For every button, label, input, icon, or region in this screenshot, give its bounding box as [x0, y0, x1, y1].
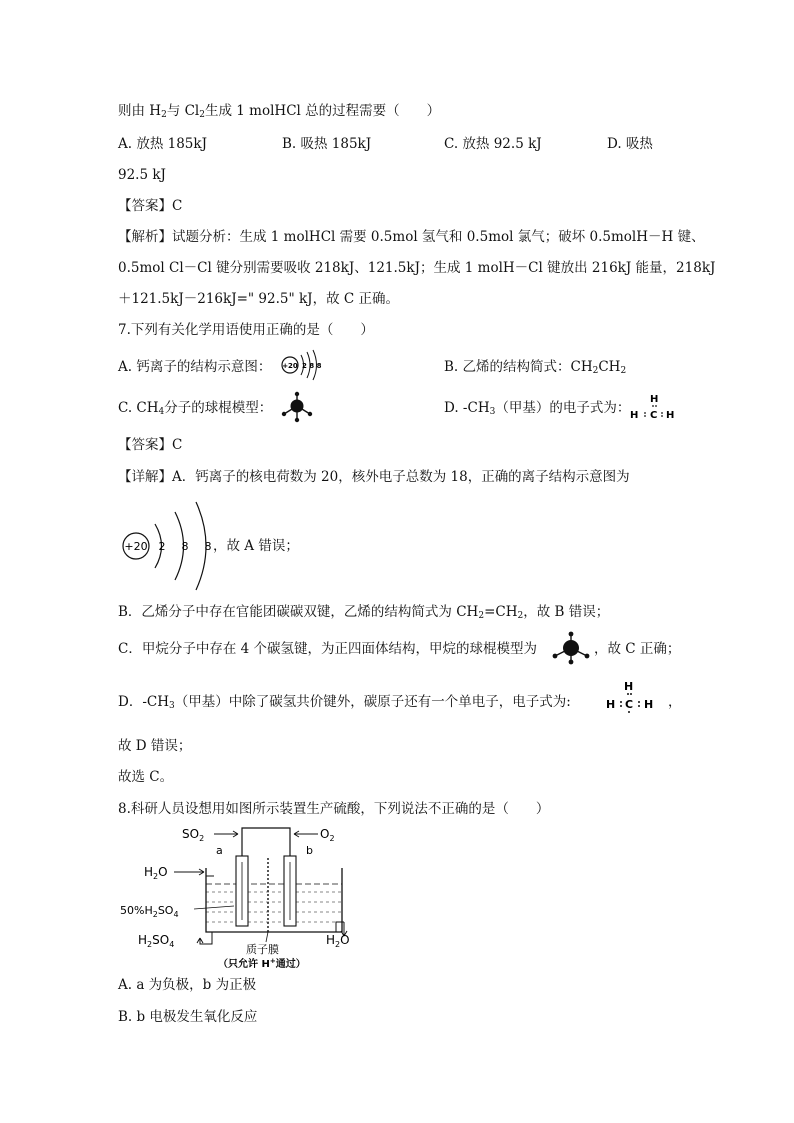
q7-option-b[interactable]: B. 乙烯的结构简式：$CH_2CH_2$	[444, 359, 627, 376]
q7-stem: 7.下列有关化学用语使用正确的是（ ）	[118, 322, 374, 338]
svg-text:H: H	[630, 410, 639, 421]
container	[206, 868, 342, 932]
electrode-a-label: a	[216, 844, 223, 857]
q7-detail-b: B．乙烯分子中存在官能团碳碳双键，乙烯的结构简式为 $CH_2=CH_2$，故 B 错误；	[118, 604, 610, 621]
proton-membrane-note: （只允许 H+通过）	[218, 957, 306, 970]
methyl-electron-formula	[604, 678, 662, 716]
nucleus-label: +20	[124, 540, 148, 553]
q7-detail-a: 【详解】A．钙离子的核电荷数为 20，核外电子总数为 18，正确的离子结构示意图为	[118, 469, 630, 485]
q7-detail-a-end: ，故 A 错误；	[213, 538, 299, 554]
sulfuric-acid-cell-figure	[120, 822, 364, 970]
methane-ball-stick-model-detail	[551, 632, 591, 664]
methyl-electron-formula-small	[628, 392, 678, 422]
q7-detail-c-end: ，故 C 正确；	[594, 641, 681, 657]
q8-option-a[interactable]: A. a 为负极，b 为正极	[118, 977, 257, 993]
q6-analysis-line-3: ＋121.5kJ－216kJ=" 92.5" kJ，故 C 正确。	[118, 291, 399, 307]
q7-option-c[interactable]: C. $CH_4$分子的球棍模型：	[118, 400, 273, 417]
q6-option-d[interactable]: D. 吸热	[607, 136, 653, 152]
svg-text:H: H	[650, 394, 659, 405]
nucleus-label: +20	[282, 362, 298, 370]
svg-text:H: H	[624, 680, 634, 693]
q7-option-d[interactable]: D. $-CH_3$（甲基）的电子式为：	[444, 400, 631, 417]
shell-1-electrons: 2	[158, 540, 166, 553]
q7-detail-c: C．甲烷分子中存在 4 个碳氢键，为正四面体结构，甲烷的球棍模型为	[118, 641, 538, 657]
h2so4-50-label: $50\%H_2SO_4$	[120, 904, 179, 919]
q7-detail-d: D．$-CH_3$（甲基）中除了碳氢共价键外，碳原子还有一个单电子，电子式为:	[118, 694, 571, 711]
water-outlet-label: $H_2O$	[326, 933, 350, 949]
electrode-b-label: b	[306, 844, 313, 857]
q8-stem: 8.科研人员设想用如图所示装置生产硫酸，下列说法不正确的是（ ）	[118, 801, 550, 817]
q6-option-a[interactable]: A. 放热 185kJ	[118, 136, 207, 152]
q7-conclusion: 故选 C。	[118, 769, 174, 785]
h2so4-outlet-label: $H_2SO_4$	[138, 933, 175, 949]
calcium-ion-structure-diagram	[118, 500, 218, 592]
o2-label: $O_2$	[320, 827, 335, 843]
water-inlet-label: $H_2O$	[144, 865, 168, 881]
shell-2-electrons: 8	[181, 540, 189, 553]
svg-text:H: H	[606, 698, 616, 711]
q7-detail-d-end: 故 D 错误；	[118, 738, 192, 754]
q7-answer: 【答案】C	[118, 437, 183, 453]
so2-label: $SO_2$	[182, 827, 205, 843]
q7-detail-d-comma: ，	[668, 694, 682, 710]
q6-option-c[interactable]: C. 放热 92.5 kJ	[444, 136, 542, 152]
svg-text:H: H	[666, 410, 675, 421]
q7-option-a[interactable]: A. 钙离子的结构示意图：	[118, 359, 272, 375]
q6-option-d-continued: 92.5 kJ	[118, 167, 166, 183]
shell-electrons: 2 8 8	[302, 362, 322, 370]
svg-text:C: C	[625, 698, 634, 711]
q6-option-b[interactable]: B. 吸热 185kJ	[282, 136, 372, 152]
svg-text:C: C	[650, 410, 658, 421]
shell-3-electrons: 8	[204, 540, 212, 553]
q6-analysis-line-1: 【解析】试题分析：生成 1 molHCl 需要 0.5mol 氢气和 0.5mol 氯气；破坏 0.5molH－H 键、	[118, 229, 705, 245]
q6-answer: 【答案】C	[118, 198, 183, 214]
methane-ball-stick-model	[280, 392, 314, 422]
carbon-atom	[563, 640, 579, 656]
q6-analysis-line-2: 0.5mol Cl－Cl 键分别需要吸收 218kJ、121.5kJ；生成 1 molH－Cl 键放出 216kJ 能量，218kJ	[118, 260, 716, 276]
q8-option-b[interactable]: B. b 电极发生氧化反应	[118, 1009, 258, 1025]
calcium-ion-small-diagram	[280, 350, 326, 380]
q6-stem: 则由 $H_2$与 $Cl_2$生成 1 molHCl 总的过程需要（ ）	[118, 103, 441, 120]
carbon-atom	[291, 400, 304, 413]
proton-membrane-label: 质子膜	[246, 943, 279, 956]
svg-text:H: H	[644, 698, 654, 711]
